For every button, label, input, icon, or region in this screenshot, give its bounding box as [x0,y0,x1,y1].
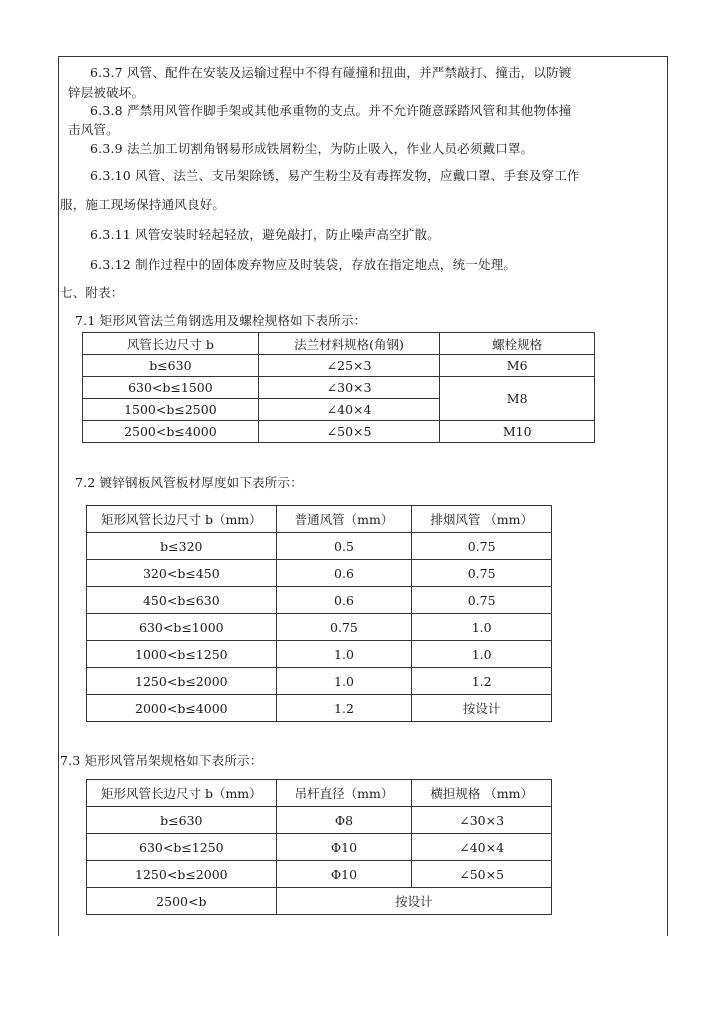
size-cell: 630<b≤1250 [87,834,277,861]
size-cell: 1250<b≤2000 [87,668,277,695]
thickness-cell: 1.0 [276,641,412,668]
thickness-cell: 1.0 [412,641,552,668]
para-6-3-8-line1: 6.3.8 严禁用风管作脚手架或其他承重物的支点。并不允许随意踩踏风管和其他物体撞 [90,103,572,118]
thickness-cell: 0.5 [276,533,412,560]
header-cell: 横担规格 （mm） [412,780,552,807]
table3-caption: 7.3 矩形风管吊架规格如下表所示： [60,753,263,768]
size-cell: 1500<b≤2500 [83,399,259,421]
header-cell: 吊杆直径（mm） [276,780,412,807]
para-6-3-7-line2: 锌层被破坏。 [68,85,145,100]
appendix-heading: 七、附表： [60,285,124,300]
para-6-3-10-line1: 6.3.10 风管、法兰、支吊架除锈，易产生粉尘及有毒挥发物，应戴口罩、手套及穿工作 [90,168,580,183]
header-cell: 螺栓规格 [440,333,595,355]
header-cell: 法兰材料规格(角钢) [258,333,440,355]
size-cell: b≤630 [83,355,259,377]
header-cell: 风管长边尺寸 b [83,333,259,355]
table-row [87,614,552,641]
thickness-cell: 1.0 [412,614,552,641]
thickness-cell: 1.2 [276,695,412,722]
bolt-cell: M8 [440,377,595,421]
size-cell: b≤630 [87,807,277,834]
hanger-spec-table [86,779,552,915]
table-row [87,695,552,722]
para-6-3-10-line2: 服，施工现场保持通风良好。 [60,197,226,212]
bolt-cell: M10 [440,421,595,443]
thickness-cell: 0.75 [412,533,552,560]
table-row [83,421,595,443]
sheet-thickness-table [86,505,552,722]
angle-cell: ∠40×4 [258,399,440,421]
para-6-3-7-line1: 6.3.7 风管、配件在安装及运输过程中不得有碰撞和扭曲，并严禁敲打、撞击，以防镀 [90,65,572,80]
thickness-cell: 0.6 [276,560,412,587]
size-cell: 1250<b≤2000 [87,861,277,888]
size-cell: 450<b≤630 [87,587,277,614]
bolt-cell: M6 [440,355,595,377]
cross-arm-cell: ∠50×5 [412,861,552,888]
header-cell: 排烟风管 （mm） [412,506,552,533]
table-row [87,888,552,915]
size-cell: 320<b≤450 [87,560,277,587]
table-row [87,641,552,668]
table-row [83,377,595,399]
thickness-cell: 按设计 [412,695,552,722]
thickness-cell: 0.75 [412,587,552,614]
thickness-cell: 0.75 [276,614,412,641]
table-row [87,861,552,888]
size-cell: 2500<b≤4000 [83,421,259,443]
thickness-cell: 1.0 [276,668,412,695]
para-6-3-9: 6.3.9 法兰加工切割角钢易形成铁屑粉尘，为防止吸入，作业人员必须戴口罩。 [90,141,534,156]
thickness-cell: 0.75 [412,560,552,587]
rod-diameter-cell: Φ10 [276,861,412,888]
size-cell: 630<b≤1000 [87,614,277,641]
size-cell: 1000<b≤1250 [87,641,277,668]
table-row [87,560,552,587]
size-cell: 630<b≤1500 [83,377,259,399]
header-cell: 普通风管（mm） [276,506,412,533]
size-cell: b≤320 [87,533,277,560]
table-header-row [87,780,552,807]
table-row [87,533,552,560]
para-6-3-11: 6.3.11 风管安装时轻起轻放，避免敲打，防止噪声高空扩散。 [90,227,440,242]
angle-cell: ∠25×3 [258,355,440,377]
table-row [87,587,552,614]
cross-arm-cell: ∠40×4 [412,834,552,861]
table-row [87,807,552,834]
size-cell: 2000<b≤4000 [87,695,277,722]
by-design-cell: 按设计 [276,888,551,915]
angle-cell: ∠50×5 [258,421,440,443]
table-row [87,668,552,695]
angle-cell: ∠30×3 [258,377,440,399]
header-cell: 矩形风管长边尺寸 b（mm） [87,780,277,807]
flange-angle-bolt-table [82,332,595,443]
table2-caption: 7.2 镀锌钢板风管板材厚度如下表所示： [75,475,303,490]
para-6-3-12: 6.3.12 制作过程中的固体废弃物应及时装袋，存放在指定地点，统一处理。 [90,257,517,272]
thickness-cell: 0.6 [276,587,412,614]
para-6-3-8-line2: 击风管。 [68,122,119,137]
table1-caption: 7.1 矩形风管法兰角钢选用及螺栓规格如下表所示： [75,313,367,328]
table-row [87,834,552,861]
thickness-cell: 1.2 [412,668,552,695]
rod-diameter-cell: Φ8 [276,807,412,834]
header-cell: 矩形风管长边尺寸 b（mm） [87,506,277,533]
table-row [83,355,595,377]
table-header-row [87,506,552,533]
size-cell: 2500<b [87,888,277,915]
cross-arm-cell: ∠30×3 [412,807,552,834]
table-header-row [83,333,595,355]
rod-diameter-cell: Φ10 [276,834,412,861]
